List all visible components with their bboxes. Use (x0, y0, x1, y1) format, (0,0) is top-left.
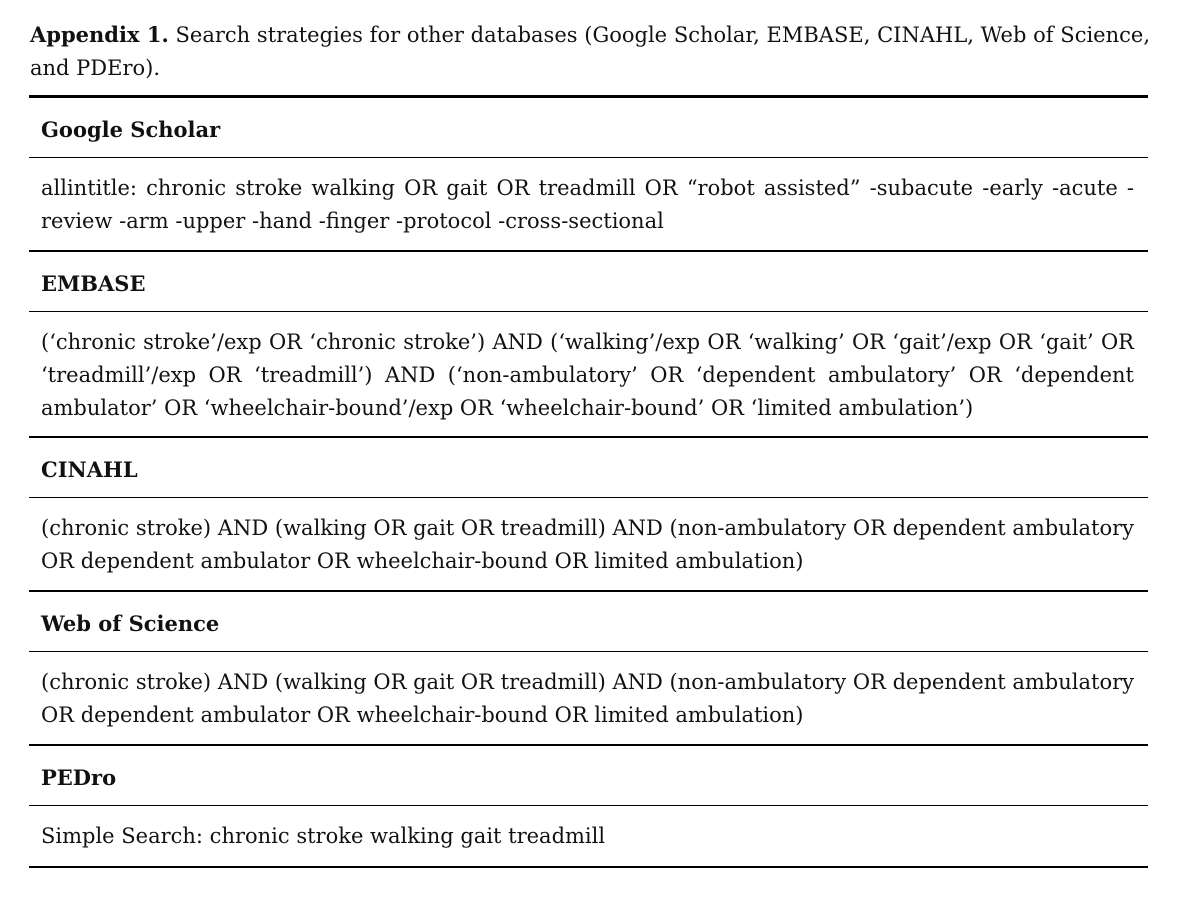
section-query-embase: (‘chronic stroke’/exp OR ‘chronic stroke’) AND (‘walking’/exp OR ‘walking’ OR ‘gait’/exp OR ‘gait’ OR ‘treadmill’/exp OR ‘treadmill’) AND (‘non-ambulatory’ OR ‘dependent ambulatory’ OR ‘dependent ambulator’ OR ‘wheelchair-bound’/exp OR ‘wheelchair-bound’ OR ‘limited ambulation’) (29, 312, 1148, 438)
appendix-caption-text: Search strategies for other databases (Google Scholar, EMBASE, CINAHL, Web of Science, and PDEro). (30, 23, 1150, 80)
section-heading-embase: EMBASE (29, 252, 1148, 312)
appendix-label: Appendix 1. (30, 22, 169, 47)
section-query-google-scholar: allintitle: chronic stroke walking OR gait OR treadmill OR “robot assisted” -subacute -early -acute -review -arm -upper -hand -finger -protocol -cross-sectional (29, 158, 1148, 252)
section-heading-pedro: PEDro (29, 746, 1148, 806)
section-query-pedro: Simple Search: chronic stroke walking gait treadmill (41, 824, 606, 848)
search-strategy-table (29, 95, 1148, 868)
appendix-caption (30, 18, 1150, 85)
section-heading-google-scholar: Google Scholar (29, 98, 1148, 158)
section-heading-web-of-science: Web of Science (29, 592, 1148, 652)
section-query-web-of-science: (chronic stroke) AND (walking OR gait OR treadmill) AND (non-ambulatory OR dependent ambulatory OR dependent ambulator OR wheelchair-bound OR limited ambulation) (29, 652, 1148, 746)
section-query-cinahl: (chronic stroke) AND (walking OR gait OR treadmill) AND (non-ambulatory OR dependent ambulatory OR dependent ambulator OR wheelchair-bound OR limited ambulation) (29, 498, 1148, 592)
section-heading-cinahl: CINAHL (29, 438, 1148, 498)
